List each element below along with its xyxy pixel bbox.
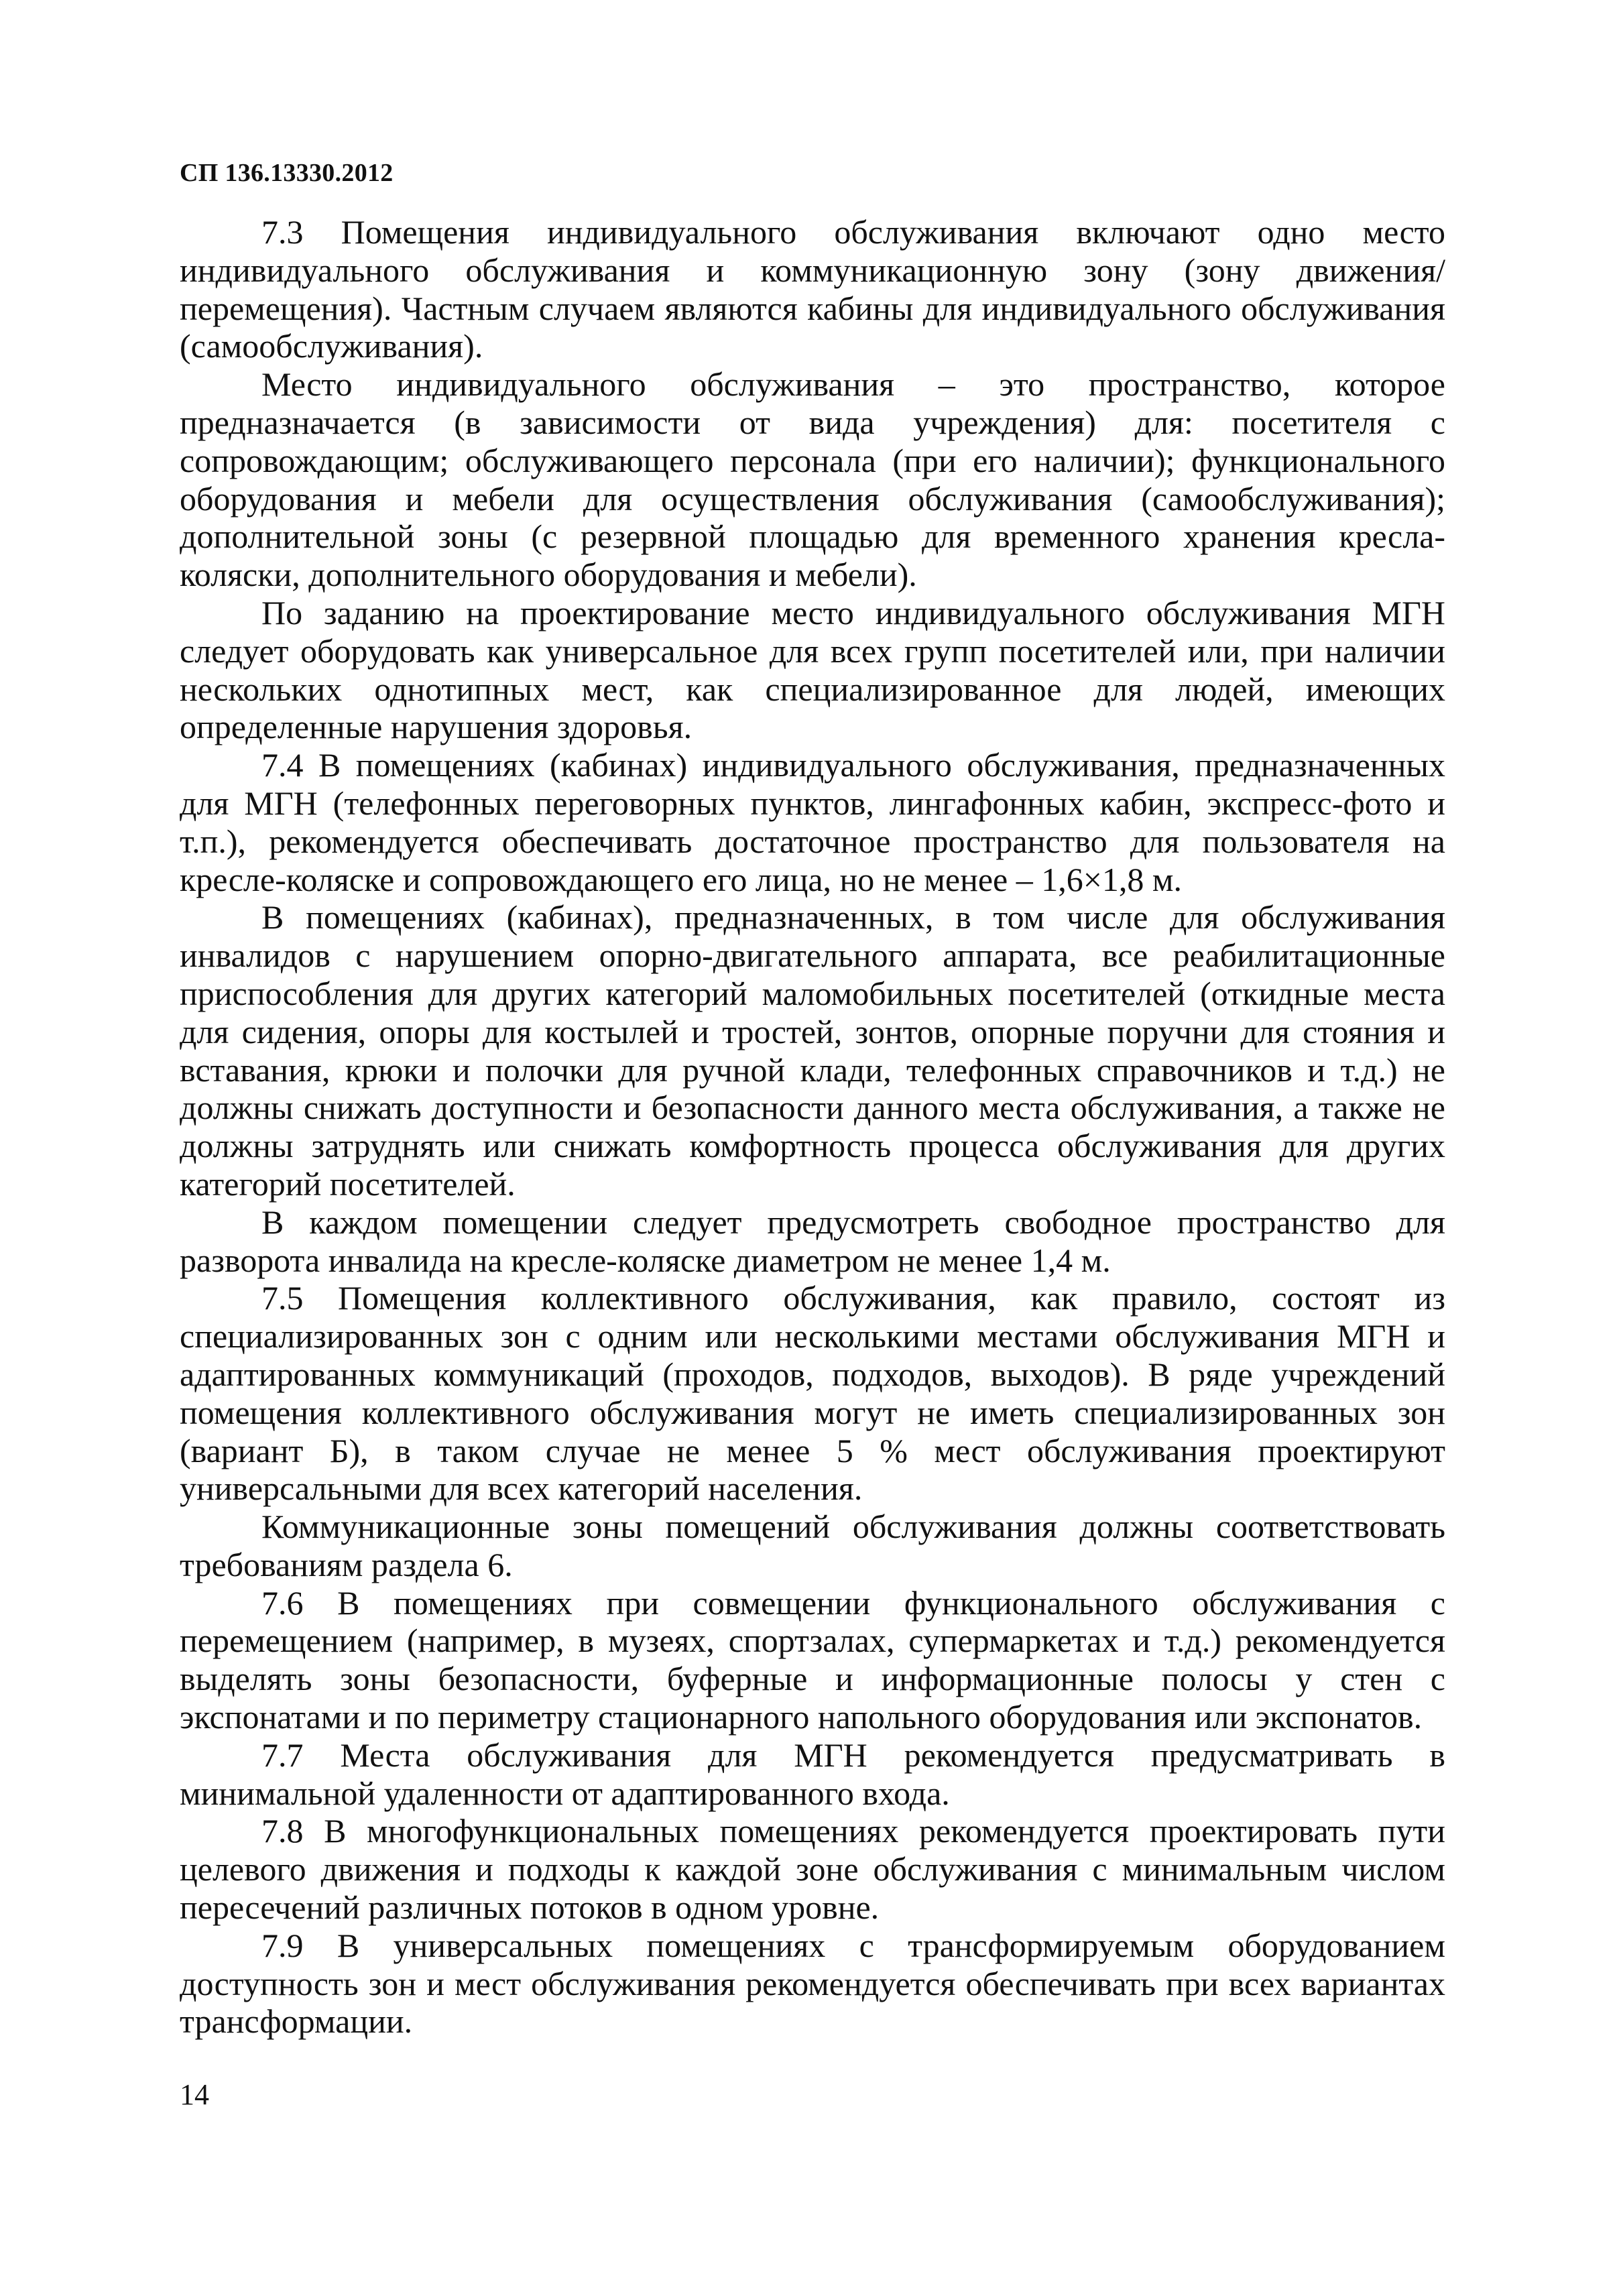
paragraph-7-4: 7.4 В помещениях (кабинах) индивидуального обслуживания, предназначенных для МГН (телефонных переговорных пунктов, лингафонных кабин, экспресс-фото и т.п.), рекомендуется обеспечивать достаточное пространство для пользователя на кресле-коляске и сопровождающего его лица, но не менее – 1,6×1,8 м. bbox=[180, 746, 1445, 898]
paragraph-service-place-definition: Место индивидуального обслуживания – это пространство, которое предназначается (в зависимости от вида учреждения) для: посетителя с сопровождающим; обслуживающего персонала (при его наличии); функционального оборудования и мебели для осуществления обслуживания (самообслуживания); дополнительной зоны (с резервной площадью для временного хранения кресла-коляски, дополнительного оборудования и мебели). bbox=[180, 365, 1445, 594]
document-body bbox=[180, 213, 1445, 2041]
paragraph-7-7: 7.7 Места обслуживания для МГН рекомендуется предусматривать в минимальной удаленности от адаптированного входа. bbox=[180, 1736, 1445, 1812]
paragraph-communication-zones: Коммуникационные зоны помещений обслуживания должны соответствовать требованиям раздела 6. bbox=[180, 1508, 1445, 1583]
paragraph-design-assignment: По заданию на проектирование место индивидуального обслуживания МГН следует оборудовать как универсальное для всех групп посетителей или, при наличии нескольких однотипных мест, как специализированное для людей, имеющих определенные нарушения здоровья. bbox=[180, 593, 1445, 746]
document-code-header: СП 136.13330.2012 bbox=[180, 159, 394, 187]
paragraph-7-3: 7.3 Помещения индивидуального обслуживания включают одно место индивидуального обслуживания и коммуникационную зону (зону движения/перемещения). Частным случаем являются кабины для индивидуального обслуживания (самообслуживания). bbox=[180, 213, 1445, 365]
paragraph-cabins-rehab-devices: В помещениях (кабинах), предназначенных, в том числе для обслуживания инвалидов с нарушением опорно-двигательного аппарата, все реабилитационные приспособления для других категорий маломобильных посетителей (откидные места для сидения, опоры для костылей и тростей, зонтов, опорные поручни для стояния и вставания, крюки и полочки для ручной клади, телефонных справочников и т.д.) не должны снижать доступности и безопасности данного места обслуживания, а также не должны затруднять или снижать комфортность процесса обслуживания для других категорий посетителей. bbox=[180, 898, 1445, 1203]
page-number: 14 bbox=[180, 2078, 209, 2111]
paragraph-7-6: 7.6 В помещениях при совмещении функционального обслуживания с перемещением (например, в музеях, спортзалах, супермаркетах и т.д.) рекомендуется выделять зоны безопасности, буферные и информационные полосы у стен с экспонатами и по периметру стационарного напольного оборудования или экспонатов. bbox=[180, 1583, 1445, 1736]
paragraph-turning-space: В каждом помещении следует предусмотреть свободное пространство для разворота инвалида на кресле-коляске диаметром не менее 1,4 м. bbox=[180, 1203, 1445, 1279]
paragraph-7-8: 7.8 В многофункциональных помещениях рекомендуется проектировать пути целевого движения и подходы к каждой зоне обслуживания с минимальным числом пересечений различных потоков в одном уровне. bbox=[180, 1812, 1445, 1927]
paragraph-7-5: 7.5 Помещения коллективного обслуживания, как правило, состоят из специализированных зон с одним или несколькими местами обслуживания МГН и адаптированных коммуникаций (проходов, подходов, выходов). В ряде учреждений помещения коллективного обслуживания могут не иметь специализированных зон (вариант Б), в таком случае не менее 5 % мест обслуживания проектируют универсальными для всех категорий населения. bbox=[180, 1279, 1445, 1508]
paragraph-7-9: 7.9 В универсальных помещениях с трансформируемым оборудованием доступность зон и мест обслуживания рекомендуется обеспечивать при всех вариантах трансформации. bbox=[180, 1926, 1445, 2041]
